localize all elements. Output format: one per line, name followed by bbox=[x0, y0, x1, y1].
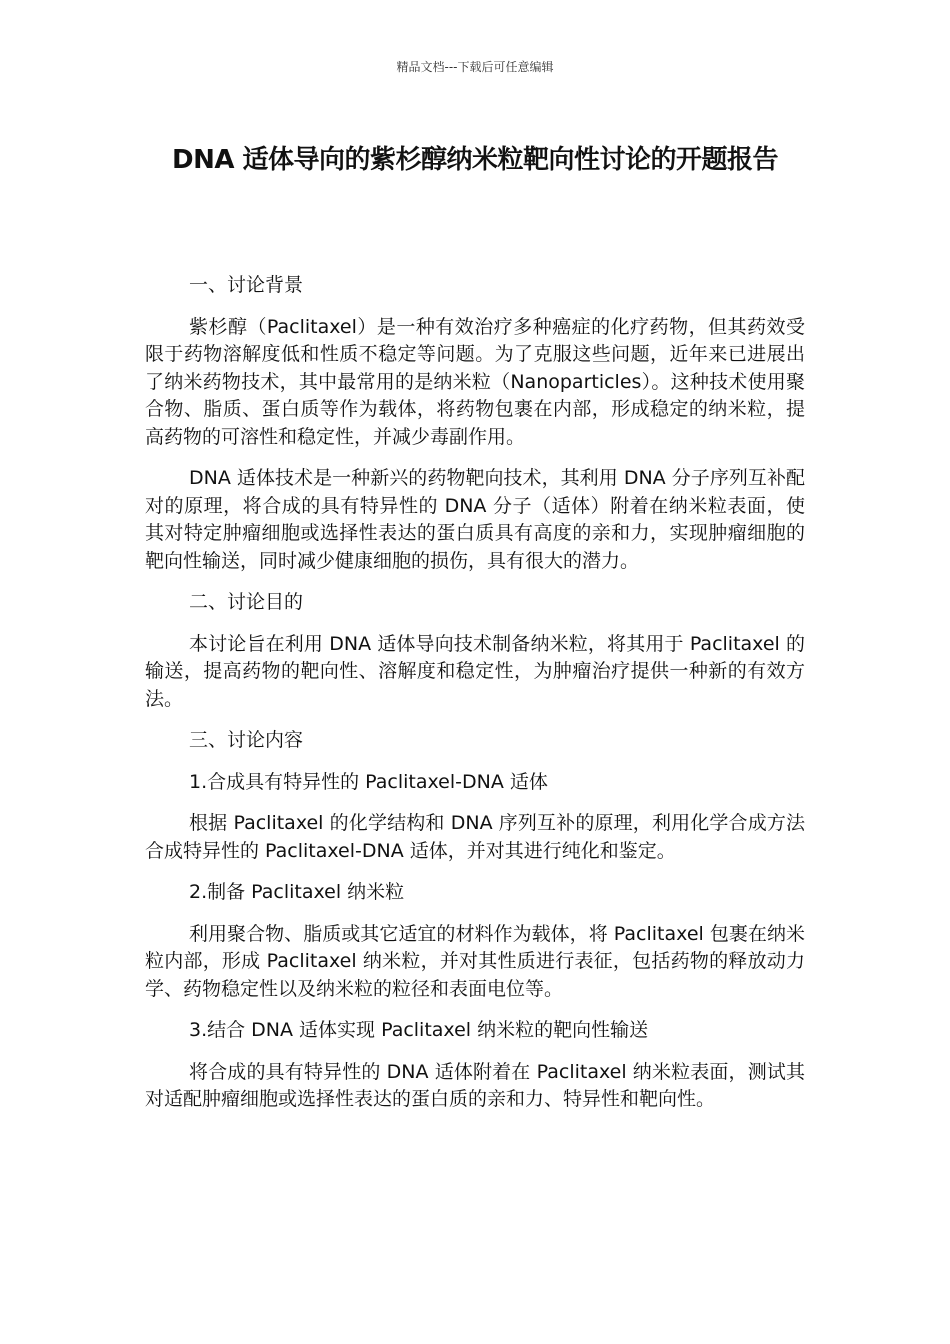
subheading-1: 1.合成具有特异性的 Paclitaxel-DNA 适体 bbox=[189, 770, 548, 793]
subheading-2: 2.制备 Paclitaxel 纳米粒 bbox=[189, 881, 405, 903]
paragraph-sub-3: 将合成的具有特异性的 DNA 适体附着在 Paclitaxel 纳米粒表面，测试其对适配肿瘤细胞或选择性表达的蛋白质的亲和力、特异性和靶向性。 bbox=[145, 1060, 805, 1110]
paragraph-background-1: 紫杉醇（Paclitaxel）是一种有效治疗多种癌症的化疗药物，但其药效受限于药物溶解度低和性质不稳定等问题。为了克服这些问题，近年来已进展出了纳米药物技术，其中最常用的是纳米粒（Nanoparticles）。这种技术使用聚合物、脂质、蛋白质等作为载体，将药物包裹在内部，形成稳定的纳米粒，提高药物的可溶性和稳定性，并减少毒副作用。 bbox=[145, 315, 805, 448]
section-heading-background: 一、讨论背景 bbox=[189, 274, 304, 296]
paragraph-purpose: 本讨论旨在利用 DNA 适体导向技术制备纳米粒，将其用于 Paclitaxel 的输送，提高药物的靶向性、溶解度和稳定性，为肿瘤治疗提供一种新的有效方法。 bbox=[145, 632, 805, 710]
section-heading-content: 三、讨论内容 bbox=[189, 729, 304, 751]
page-header: 精品文档---下载后可任意编辑 bbox=[396, 60, 554, 74]
document-body bbox=[145, 272, 805, 1128]
subheading-3: 3.结合 DNA 适体实现 Paclitaxel 纳米粒的靶向性输送 bbox=[189, 1019, 649, 1041]
section-heading-purpose: 二、讨论目的 bbox=[189, 591, 304, 613]
paragraph-sub-2: 利用聚合物、脂质或其它适宜的材料作为载体，将 Paclitaxel 包裹在纳米粒内部，形成 Paclitaxel 纳米粒，并对其性质进行表征，包括药物的释放动力学、药物稳定性以及纳米粒的粒径和表面电位等。 bbox=[145, 922, 805, 1000]
document-title: DNA 适体导向的紫杉醇纳米粒靶向性讨论的开题报告 bbox=[171, 145, 779, 175]
paragraph-background-2: DNA 适体技术是一种新兴的药物靶向技术，其利用 DNA 分子序列互补配对的原理，将合成的具有特异性的 DNA 分子（适体）附着在纳米粒表面，使其对特定肿瘤细胞或选择性表达的蛋白质具有高度的亲和力，实现肿瘤细胞的靶向性输送，同时减少健康细胞的损伤，具有很大的潜力。 bbox=[145, 467, 805, 572]
paragraph-sub-1: 根据 Paclitaxel 的化学结构和 DNA 序列互补的原理，利用化学合成方法合成特异性的 Paclitaxel-DNA 适体，并对其进行纯化和鉴定。 bbox=[145, 812, 805, 862]
